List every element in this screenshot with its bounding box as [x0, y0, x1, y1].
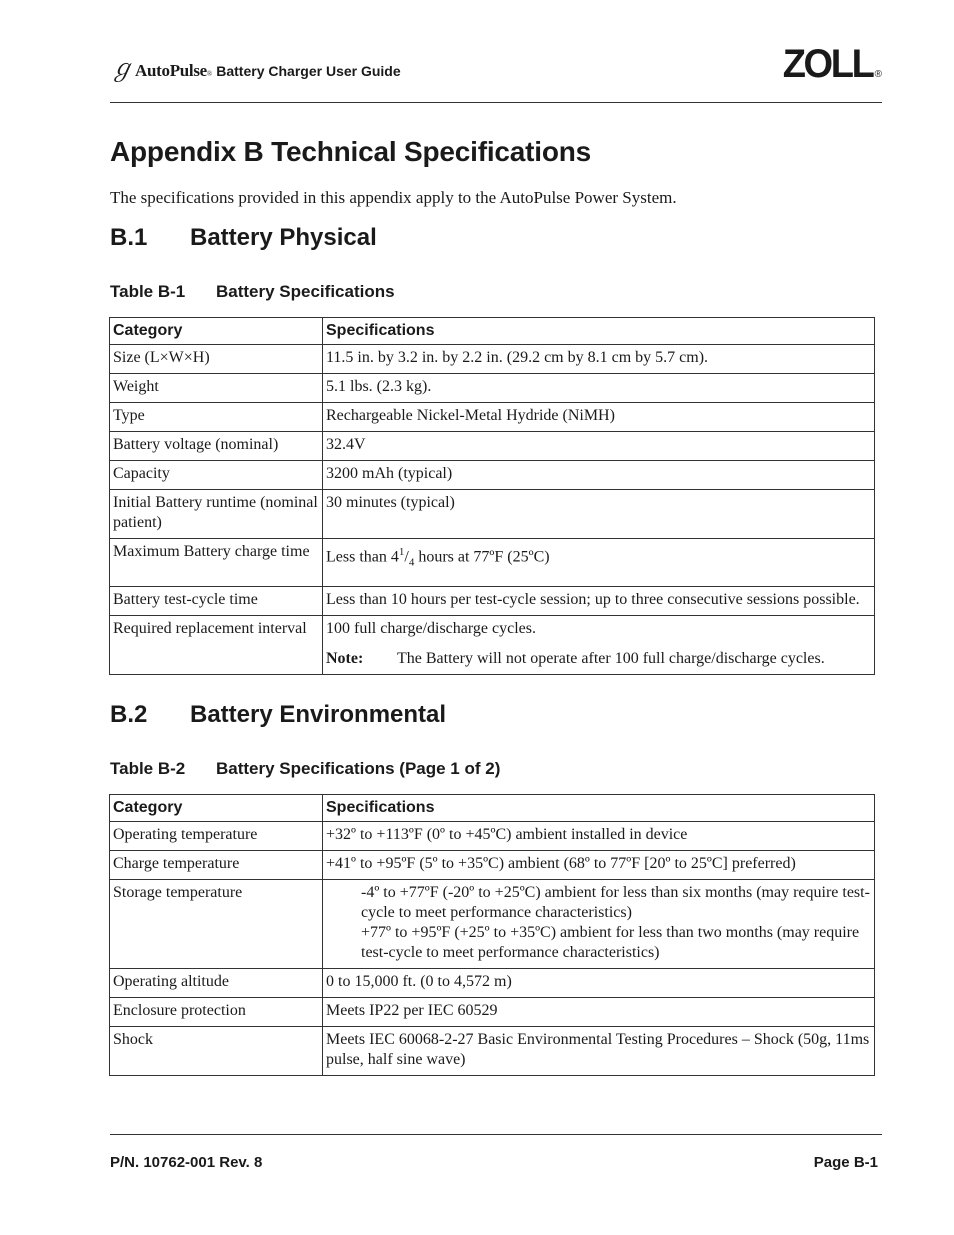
zoll-logo-text: ZOLL	[782, 42, 873, 86]
spec-text: hours at 77ºF (25ºC)	[414, 548, 550, 566]
zoll-logo	[778, 44, 882, 84]
autopulse-brand	[110, 57, 401, 81]
page-header	[110, 42, 882, 103]
spec-text: +77º to +95ºF (+25º to +35ºC) ambient for less than two months (may require test-cycle to meet performance characteristics)	[361, 924, 860, 961]
page-footer	[110, 1134, 882, 1171]
fraction-numerator: 1	[398, 546, 405, 558]
battery-physical-table	[109, 317, 875, 675]
spec-text: 100 full charge/discharge cycles.	[326, 620, 536, 637]
category-cell: Storage temperature	[110, 880, 323, 969]
table-row	[110, 461, 875, 490]
table-row	[110, 969, 875, 998]
note	[326, 649, 871, 669]
spec-cell	[323, 539, 875, 587]
column-header: Specifications	[323, 795, 875, 822]
section-heading-b2	[110, 701, 446, 729]
spec-cell: Meets IEC 60068-2-27 Basic Environmental Testing Procedures – Shock (50g, 11ms pulse, half sine wave)	[323, 1027, 875, 1076]
column-header: Category	[110, 795, 323, 822]
section-title: Battery Environmental	[190, 701, 447, 728]
spec-cell: 0 to 15,000 ft. (0 to 4,572 m)	[323, 969, 875, 998]
column-header: Category	[110, 318, 323, 345]
spec-cell: Less than 10 hours per test-cycle session; up to three consecutive sessions possible.	[323, 587, 875, 616]
section-number: B.1	[110, 224, 148, 251]
spec-cell	[323, 880, 875, 969]
note-label: Note:	[326, 650, 364, 667]
spec-cell: 3200 mAh (typical)	[323, 461, 875, 490]
spec-cell	[323, 616, 875, 675]
section-number: B.2	[110, 701, 148, 728]
category-cell: Operating altitude	[110, 969, 323, 998]
spec-text: Less than 4	[326, 548, 399, 566]
document-title: Battery Charger User Guide	[216, 63, 401, 79]
spec-cell: +41º to +95ºF (5º to +35ºC) ambient (68º to 77ºF [20º to 25ºC] preferred)	[323, 851, 875, 880]
table-row	[110, 374, 875, 403]
spec-cell: +32º to +113ºF (0º to +45ºC) ambient installed in device	[323, 822, 875, 851]
table-row	[110, 587, 875, 616]
section-title: Battery Physical	[190, 224, 377, 251]
category-cell: Enclosure protection	[110, 998, 323, 1027]
spec-cell: Rechargeable Nickel-Metal Hydride (NiMH)	[323, 403, 875, 432]
brand-name: AutoPulse	[135, 61, 207, 80]
battery-environmental-table	[109, 794, 875, 1076]
category-cell: Required replacement interval	[110, 616, 323, 675]
spec-cell: 30 minutes (typical)	[323, 490, 875, 539]
page-title: Appendix B Technical Specifications	[110, 136, 592, 167]
spec-cell: 11.5 in. by 3.2 in. by 2.2 in. (29.2 cm by 8.1 cm by 5.7 cm).	[323, 345, 875, 374]
category-cell: Operating temperature	[110, 822, 323, 851]
table-title: Battery Specifications	[216, 282, 395, 301]
spec-text: -4º to +77ºF (-20º to +25ºC) ambient for less than six months (may require test-cycle to meet performance characteristics)	[361, 884, 870, 921]
table-header-row	[110, 318, 875, 345]
table-row	[110, 998, 875, 1027]
table-caption-b1	[110, 282, 395, 302]
autopulse-logo-icon: ℊ	[110, 56, 134, 82]
section-heading-b1	[110, 224, 377, 252]
table-row	[110, 851, 875, 880]
spec-cell: Meets IP22 per IEC 60529	[323, 998, 875, 1027]
fraction-denominator: 4	[408, 556, 415, 569]
table-number: Table B-1	[110, 282, 186, 301]
fraction-slash: /	[404, 548, 409, 566]
category-cell: Weight	[110, 374, 323, 403]
category-cell: Initial Battery runtime (nominal patient)	[110, 490, 323, 539]
column-header: Specifications	[323, 318, 875, 345]
table-caption-b2	[110, 759, 500, 779]
intro-paragraph: The specifications provided in this appendix apply to the AutoPulse Power System.	[110, 188, 677, 207]
part-number: P/N. 10762-001 Rev. 8	[110, 1154, 263, 1171]
category-cell: Maximum Battery charge time	[110, 539, 323, 587]
table-title: Battery Specifications (Page 1 of 2)	[216, 759, 501, 778]
table-row	[110, 432, 875, 461]
category-cell: Battery voltage (nominal)	[110, 432, 323, 461]
category-cell: Shock	[110, 1027, 323, 1076]
category-cell: Size (L×W×H)	[110, 345, 323, 374]
table-row	[110, 345, 875, 374]
spec-cell: 5.1 lbs. (2.3 kg).	[323, 374, 875, 403]
table-row	[110, 539, 875, 587]
table-row	[110, 880, 875, 969]
spec-cell: 32.4V	[323, 432, 875, 461]
category-cell: Charge temperature	[110, 851, 323, 880]
brand-registered-mark: ®	[206, 70, 213, 78]
note-text: The Battery will not operate after 100 full charge/discharge cycles.	[397, 650, 825, 667]
table-row	[110, 1027, 875, 1076]
category-cell: Battery test-cycle time	[110, 587, 323, 616]
category-cell: Type	[110, 403, 323, 432]
table-row	[110, 403, 875, 432]
zoll-registered-mark: ®	[874, 69, 882, 80]
table-number: Table B-2	[110, 759, 186, 778]
table-header-row	[110, 795, 875, 822]
table-row	[110, 616, 875, 675]
table-row	[110, 490, 875, 539]
table-row	[110, 822, 875, 851]
page-number: Page B-1	[813, 1154, 878, 1171]
category-cell: Capacity	[110, 461, 323, 490]
